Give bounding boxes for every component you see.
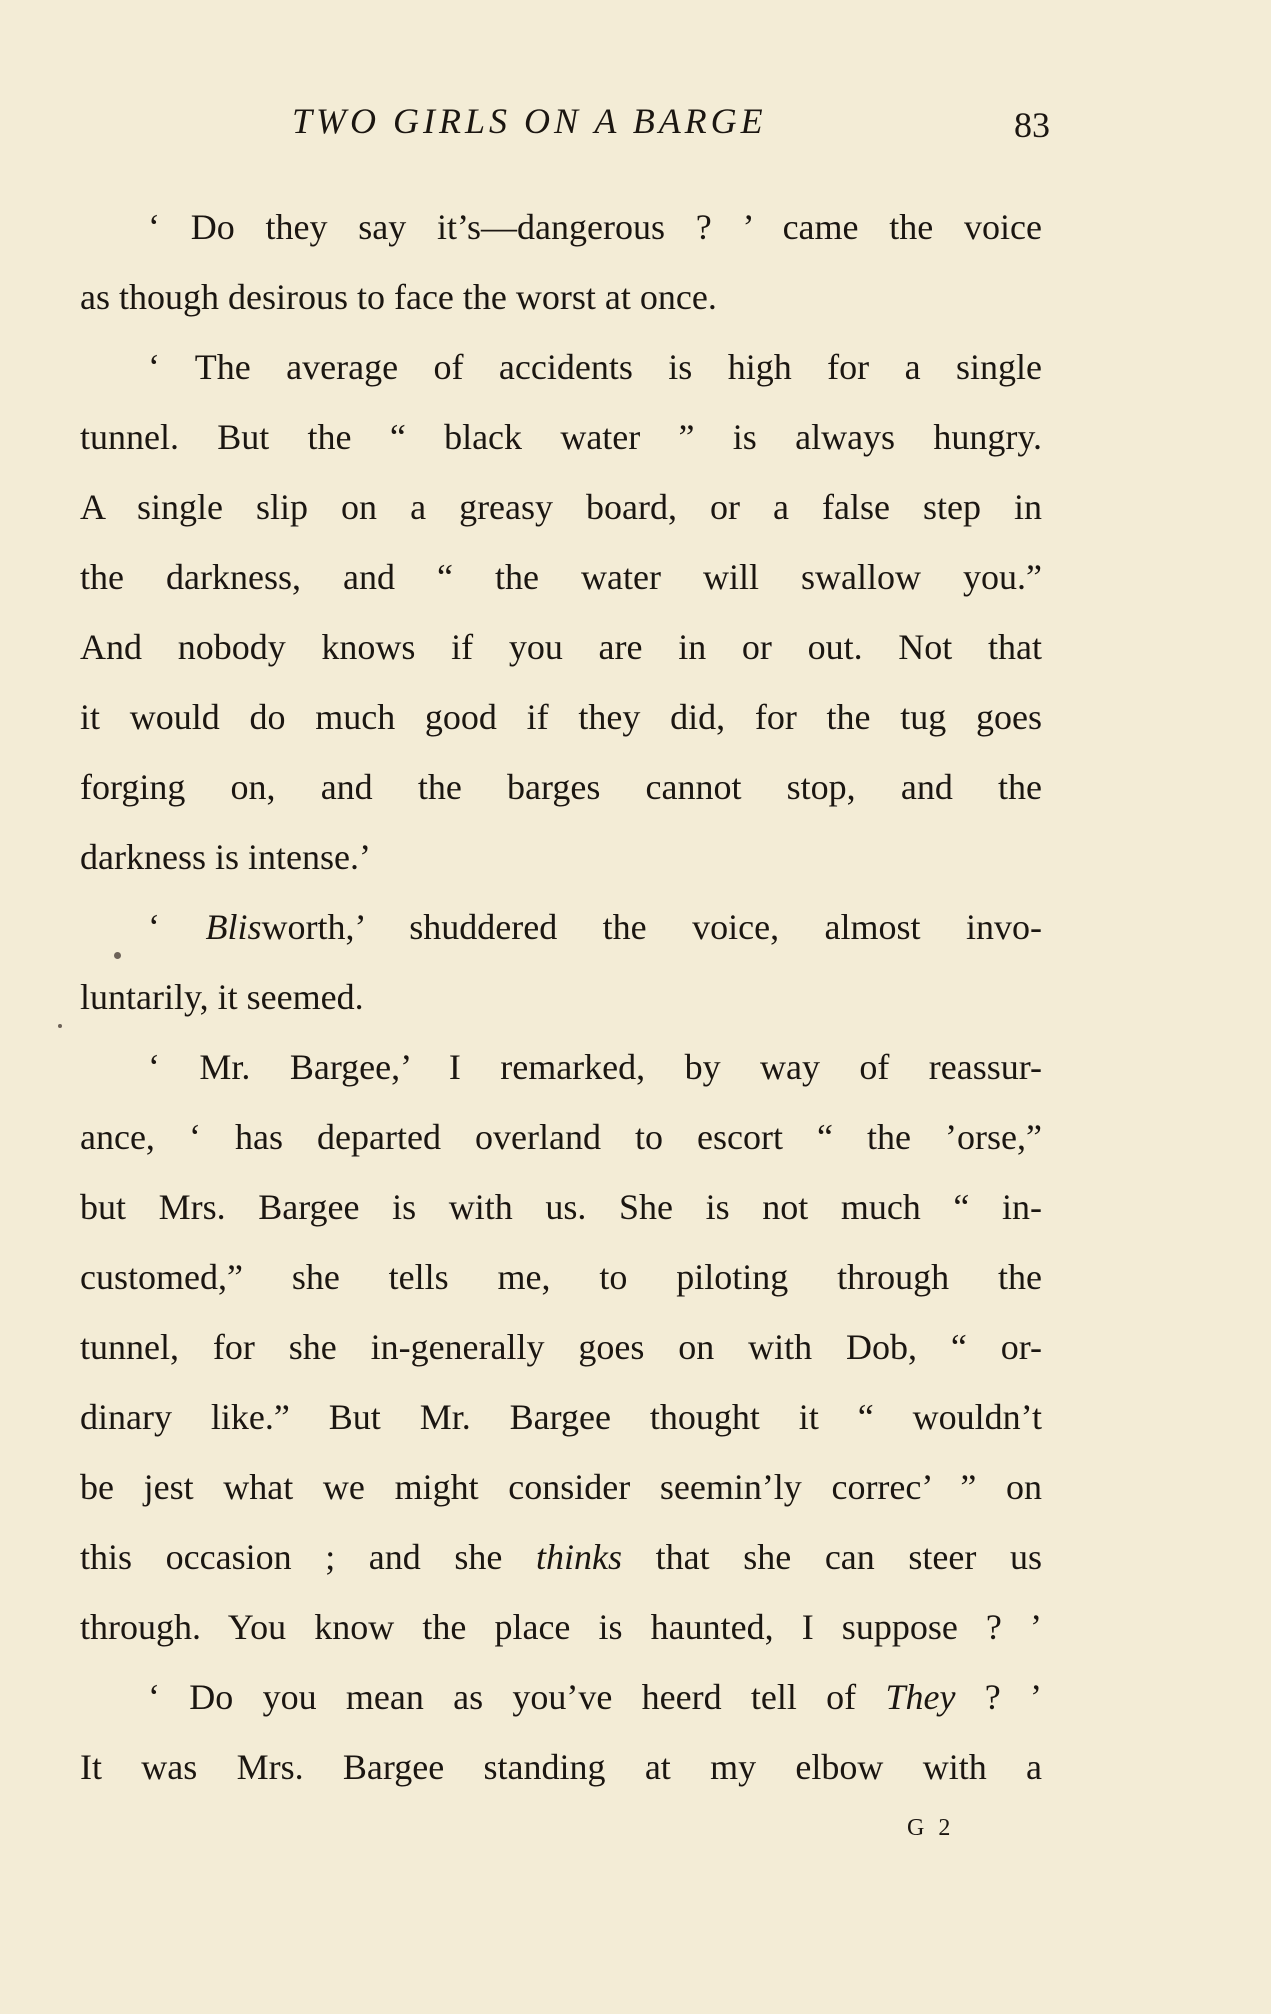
- body-text: [80, 192, 1042, 1802]
- text-line: darkness is intense.’: [80, 837, 371, 877]
- text-line: And nobody knows if you are in or out. Not that: [80, 627, 1042, 667]
- page-number: 83: [1014, 105, 1050, 145]
- running-title: TWO GIRLS ON A BARGE: [292, 101, 767, 141]
- text-line: forging on, and the barges cannot stop, and the: [80, 767, 1042, 807]
- italic-word: They: [885, 1677, 956, 1717]
- ink-speck: [58, 1024, 62, 1028]
- italic-word: Blis: [205, 907, 262, 947]
- text-line: It was Mrs. Bargee standing at my elbow with a: [80, 1747, 1042, 1787]
- text-line: this occasion ; and she thinks that she can steer us: [80, 1537, 1042, 1577]
- running-head: [80, 100, 1050, 150]
- text-line: ‘ Do they say it’s—dangerous ? ’ came the voice: [148, 207, 1042, 247]
- italic-word: thinks: [536, 1537, 623, 1577]
- text-line: customed,” she tells me, to piloting through the: [80, 1257, 1042, 1297]
- text-line: ‘ The average of accidents is high for a single: [148, 347, 1042, 387]
- text-line: through. You know the place is haunted, I suppose ? ’: [80, 1607, 1042, 1647]
- text-line: ‘ Do you mean as you’ve heerd tell of They ? ’: [148, 1677, 1042, 1717]
- text-line: tunnel. But the “ black water ” is always hungry.: [80, 417, 1042, 457]
- text-line: the darkness, and “ the water will swallow you.”: [80, 557, 1042, 597]
- text-line: ‘ Blisworth,’ shuddered the voice, almost invo-: [148, 907, 1042, 947]
- text-line: ‘ Mr. Bargee,’ I remarked, by way of reassur-: [148, 1047, 1042, 1087]
- text-line: A single slip on a greasy board, or a false step in: [80, 487, 1042, 527]
- signature-mark: G 2: [907, 1815, 955, 1841]
- text-line: it would do much good if they did, for the tug goes: [80, 697, 1042, 737]
- text-line: as though desirous to face the worst at once.: [80, 277, 717, 317]
- text-line: luntarily, it seemed.: [80, 977, 364, 1017]
- text-line: but Mrs. Bargee is with us. She is not much “ in-: [80, 1187, 1042, 1227]
- text-line: dinary like.” But Mr. Bargee thought it “ wouldn’t: [80, 1397, 1042, 1437]
- ink-speck: [114, 952, 121, 959]
- text-line: tunnel, for she in-generally goes on with Dob, “ or-: [80, 1327, 1042, 1367]
- text-line: ance, ‘ has departed overland to escort “ the ’orse,”: [80, 1117, 1042, 1157]
- text-line: be jest what we might consider seemin’ly correc’ ” on: [80, 1467, 1042, 1507]
